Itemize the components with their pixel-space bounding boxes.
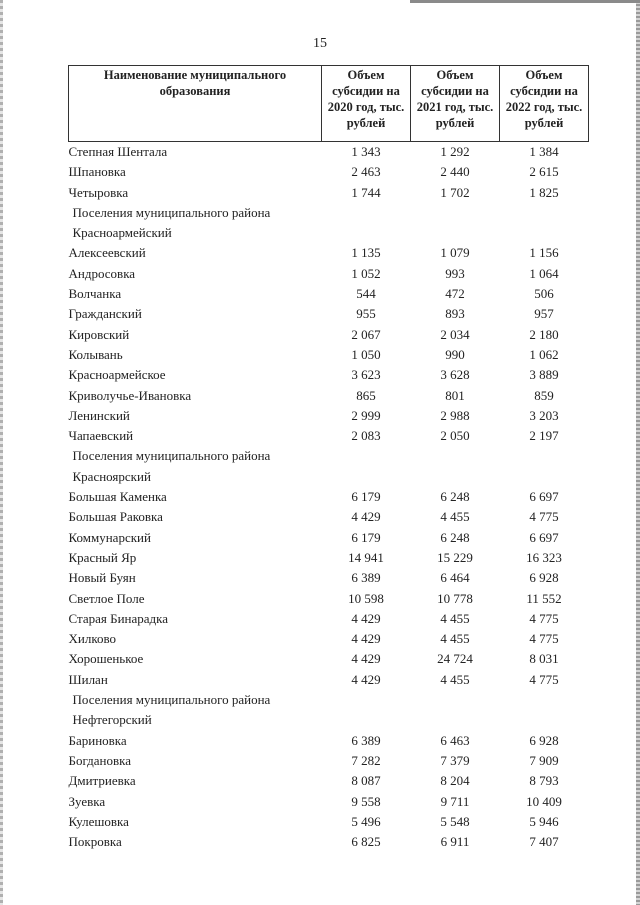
subsidy-2020: 1 050: [351, 346, 381, 362]
subsidy-2022: 1 156: [529, 245, 559, 261]
table-row: [69, 284, 589, 304]
subsidy-2021: 472: [445, 286, 465, 302]
subsidy-2021: 8 204: [440, 773, 470, 789]
municipality-name: Большая Каменка: [68, 489, 167, 505]
municipality-name: Светлое Поле: [68, 590, 145, 606]
table-row: [69, 751, 589, 771]
subsidy-2021: 3 628: [440, 367, 470, 383]
subsidy-2020: 1 343: [351, 144, 381, 159]
municipality-name: Бариновка: [68, 732, 127, 748]
subsidy-2022: 3 203: [529, 407, 559, 423]
municipality-name: Ленинский: [68, 407, 130, 423]
subsidy-2021: 893: [445, 306, 465, 322]
table-row: [69, 243, 589, 263]
scan-edge-left: [0, 0, 3, 905]
section-heading-row: [69, 710, 589, 730]
subsidy-2021: 7 379: [440, 752, 470, 768]
subsidy-2020: 7 282: [351, 752, 381, 768]
municipality-name: Дмитриевка: [68, 773, 136, 789]
municipality-name: Шилан: [68, 671, 108, 687]
header-2020: Объем субсидии на 2020 год, тыс. рублей: [322, 66, 411, 142]
subsidy-2020: 8 087: [351, 773, 381, 789]
subsidy-2020: 6 389: [351, 570, 381, 586]
section-heading: Красноармейский: [72, 225, 172, 241]
page-number: 15: [313, 36, 327, 51]
section-heading-row: [69, 223, 589, 243]
section-heading: Поселения муниципального района: [72, 692, 271, 708]
table-row: [69, 629, 589, 649]
scan-edge-right: [636, 0, 640, 905]
municipality-name: Покровка: [68, 834, 122, 850]
subsidy-2022: 8 793: [529, 773, 559, 789]
subsidy-2021: 24 724: [437, 651, 473, 667]
table-row: [69, 264, 589, 284]
subsidy-2022: 6 928: [529, 732, 559, 748]
subsidy-2020: 6 179: [351, 529, 381, 545]
municipality-name: Большая Раковка: [68, 509, 163, 525]
subsidy-2020: 865: [356, 387, 376, 403]
table-row: [69, 609, 589, 629]
table-row: [69, 771, 589, 791]
section-heading: Поселения муниципального района: [72, 204, 271, 220]
municipality-name: Шпановка: [68, 164, 126, 180]
subsidy-2020: 955: [356, 306, 376, 322]
subsidy-2022: 2 197: [529, 428, 559, 444]
table-row: [69, 304, 589, 324]
subsidy-2022: 859: [534, 387, 554, 403]
subsidy-2022: [500, 690, 589, 710]
subsidy-2022: 6 697: [529, 529, 559, 545]
subsidy-2021: [411, 223, 500, 243]
municipality-name: Гражданский: [68, 306, 142, 322]
table-row: [69, 548, 589, 568]
table-row: [69, 487, 589, 507]
subsidy-2020: 4 429: [351, 651, 381, 667]
table-row: [69, 792, 589, 812]
subsidy-2020: 2 067: [351, 326, 381, 342]
municipality-name: Волчанка: [68, 286, 122, 302]
subsidy-2020: 6 179: [351, 489, 381, 505]
subsidy-2020: 4 429: [351, 671, 381, 687]
table-row: [69, 649, 589, 669]
table-row: [69, 365, 589, 385]
subsidy-2022: 4 775: [529, 631, 559, 647]
table-row: [69, 345, 589, 365]
subsidy-2021: 990: [445, 346, 465, 362]
subsidy-2020: [322, 223, 411, 243]
subsidy-2020: 1 052: [351, 265, 381, 281]
subsidy-2020: 3 623: [351, 367, 381, 383]
table-header-row: [69, 66, 589, 142]
subsidy-2022: 506: [534, 286, 554, 302]
table-row: [69, 386, 589, 406]
subsidy-2022: 10 409: [526, 793, 562, 809]
section-heading: Поселения муниципального района: [72, 448, 271, 464]
subsidy-2022: 11 552: [526, 590, 562, 606]
section-heading-row: [69, 467, 589, 487]
subsidy-table: [68, 65, 589, 852]
subsidy-2021: 9 711: [440, 793, 470, 809]
subsidy-2020: [322, 203, 411, 223]
table-body: [69, 142, 589, 853]
table-row: [69, 183, 589, 203]
subsidy-2022: 1 062: [529, 346, 559, 362]
subsidy-2021: 6 911: [440, 834, 470, 850]
subsidy-2021: 1 079: [440, 245, 470, 261]
table-row: [69, 670, 589, 690]
subsidy-2020: 4 429: [351, 509, 381, 525]
subsidy-2021: [411, 203, 500, 223]
municipality-name: Степная Шентала: [68, 144, 168, 159]
subsidy-2021: [411, 710, 500, 730]
subsidy-2022: 4 775: [529, 671, 559, 687]
municipality-name: Андросовка: [68, 265, 136, 281]
subsidy-2021: 1 292: [440, 144, 470, 159]
section-heading-row: [69, 690, 589, 710]
subsidy-2022: 16 323: [526, 549, 562, 565]
subsidy-2021: 4 455: [440, 671, 470, 687]
subsidy-2021: [411, 690, 500, 710]
subsidy-2022: 1 384: [529, 144, 559, 159]
subsidy-2022: 1 825: [529, 184, 559, 200]
subsidy-2020: 14 941: [348, 549, 384, 565]
subsidy-2020: 9 558: [351, 793, 381, 809]
subsidy-2022: [500, 223, 589, 243]
municipality-name: Богдановка: [68, 752, 132, 768]
table-row: [69, 507, 589, 527]
subsidy-2021: 2 988: [440, 407, 470, 423]
table-row: [69, 812, 589, 832]
subsidy-2022: [500, 710, 589, 730]
subsidy-2021: 2 440: [440, 164, 470, 180]
subsidy-2021: 801: [445, 387, 465, 403]
subsidy-2021: 4 455: [440, 610, 470, 626]
municipality-name: Красный Яр: [68, 549, 137, 565]
subsidy-2021: 4 455: [440, 509, 470, 525]
subsidy-2021: 6 463: [440, 732, 470, 748]
scan-edge-top: [410, 0, 640, 3]
municipality-name: Зуевка: [68, 793, 106, 809]
subsidy-2022: 4 775: [529, 610, 559, 626]
header-2022: Объем субсидии на 2022 год, тыс. рублей: [500, 66, 589, 142]
subsidy-2020: 2 083: [351, 428, 381, 444]
subsidy-2022: [500, 203, 589, 223]
subsidy-2020: 6 389: [351, 732, 381, 748]
subsidy-2022: 6 928: [529, 570, 559, 586]
subsidy-2020: [322, 690, 411, 710]
subsidy-2022: 2 615: [529, 164, 559, 180]
table-row: [69, 568, 589, 588]
subsidy-2020: 4 429: [351, 631, 381, 647]
subsidy-2021: 6 248: [440, 529, 470, 545]
municipality-name: Алексеевский: [68, 245, 146, 261]
table-row: [69, 325, 589, 345]
table-row: [69, 832, 589, 852]
subsidy-2020: 1 135: [351, 245, 381, 261]
header-name: Наименование муниципального образования: [69, 66, 322, 142]
subsidy-2022: 2 180: [529, 326, 559, 342]
subsidy-2020: [322, 710, 411, 730]
section-heading-row: [69, 203, 589, 223]
subsidy-2021: 4 455: [440, 631, 470, 647]
municipality-name: Хилково: [68, 631, 117, 647]
subsidy-2021: 10 778: [437, 590, 473, 606]
subsidy-2022: 5 946: [529, 813, 559, 829]
table-row: [69, 142, 589, 163]
municipality-name: Старая Бинарадка: [68, 610, 169, 626]
municipality-name: Хорошенькое: [68, 651, 144, 667]
header-2021: Объем субсидии на 2021 год, тыс. рублей: [411, 66, 500, 142]
subsidy-2021: [411, 467, 500, 487]
section-heading: Красноярский: [72, 468, 151, 484]
municipality-name: Красноармейское: [68, 367, 166, 383]
subsidy-2021: 2 050: [440, 428, 470, 444]
subsidy-2020: 10 598: [348, 590, 384, 606]
section-heading: Нефтегорский: [72, 712, 152, 728]
subsidy-2021: 15 229: [437, 549, 473, 565]
municipality-name: Кулешовка: [68, 813, 129, 829]
subsidy-2020: [322, 446, 411, 466]
municipality-name: Четыровка: [68, 184, 129, 200]
subsidy-2020: [322, 467, 411, 487]
table-row: [69, 528, 589, 548]
municipality-name: Чапаевский: [68, 428, 134, 444]
subsidy-2021: 6 248: [440, 489, 470, 505]
municipality-name: Коммунарский: [68, 529, 151, 545]
subsidy-2021: 2 034: [440, 326, 470, 342]
subsidy-2021: 6 464: [440, 570, 470, 586]
table-row: [69, 589, 589, 609]
table-row: [69, 731, 589, 751]
municipality-name: Новый Буян: [68, 570, 136, 586]
subsidy-2022: 7 909: [529, 752, 559, 768]
subsidy-2022: 1 064: [529, 265, 559, 281]
subsidy-2020: 2 999: [351, 407, 381, 423]
subsidy-2022: [500, 467, 589, 487]
municipality-name: Криволучье-Ивановка: [68, 387, 192, 403]
municipality-name: Колывань: [68, 346, 123, 362]
subsidy-2020: 2 463: [351, 164, 381, 180]
table-row: [69, 162, 589, 182]
subsidy-2022: 6 697: [529, 489, 559, 505]
subsidy-2022: 4 775: [529, 509, 559, 525]
section-heading-row: [69, 446, 589, 466]
subsidy-2022: 7 407: [529, 834, 559, 850]
subsidy-2021: [411, 446, 500, 466]
subsidy-2021: 1 702: [440, 184, 470, 200]
subsidy-2020: 6 825: [351, 834, 381, 850]
subsidy-2021: 5 548: [440, 813, 470, 829]
table-row: [69, 426, 589, 446]
subsidy-2020: 544: [356, 286, 376, 302]
subsidy-2022: 957: [534, 306, 554, 322]
subsidy-2022: 8 031: [529, 651, 559, 667]
subsidy-2020: 5 496: [351, 813, 381, 829]
subsidy-2022: 3 889: [529, 367, 559, 383]
municipality-name: Кировский: [68, 326, 130, 342]
table-row: [69, 406, 589, 426]
subsidy-2022: [500, 446, 589, 466]
subsidy-2020: 4 429: [351, 610, 381, 626]
subsidy-2020: 1 744: [351, 184, 381, 200]
subsidy-2021: 993: [445, 265, 465, 281]
